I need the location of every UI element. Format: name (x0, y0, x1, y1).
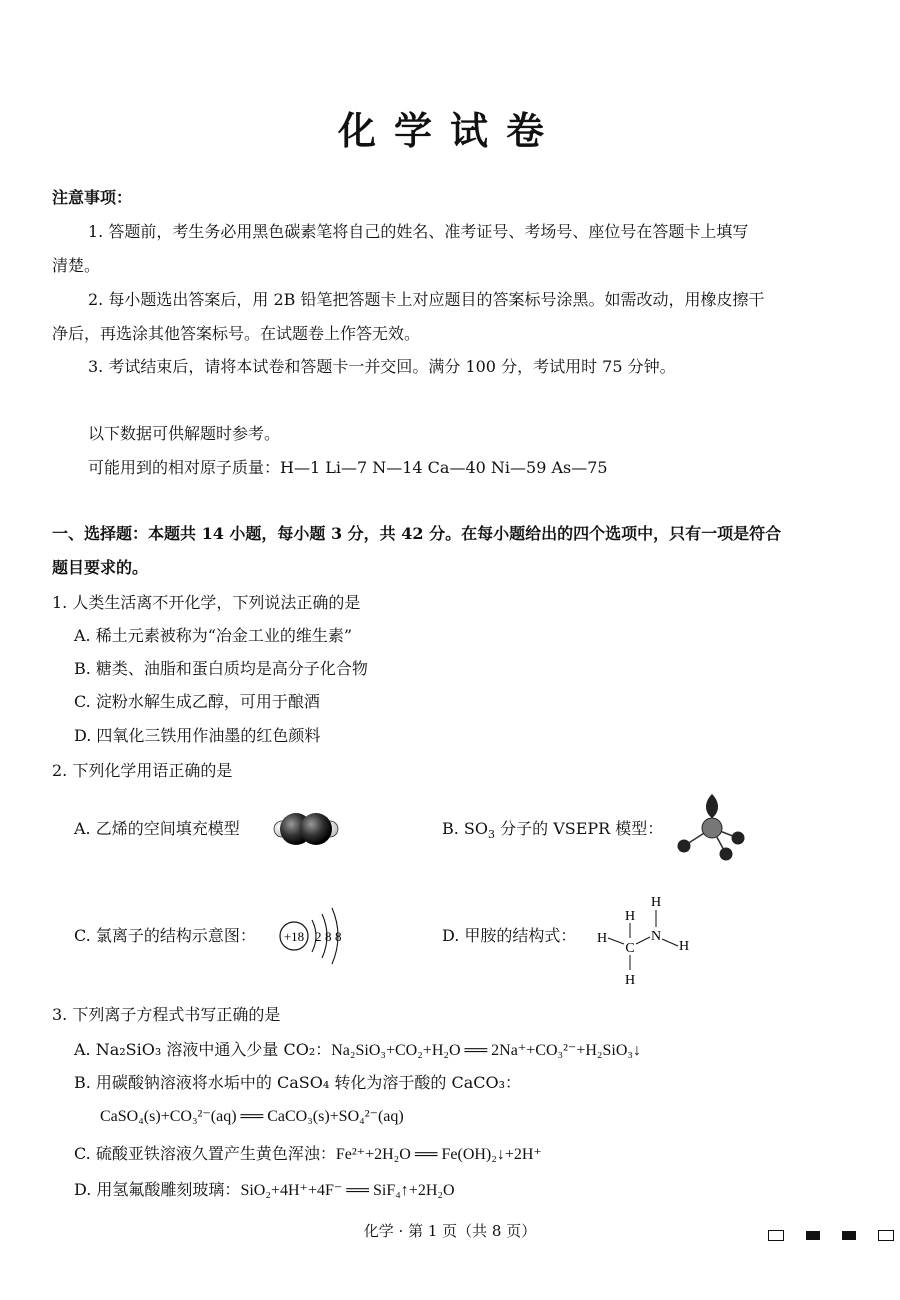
scan-mark-outline-icon (768, 1230, 784, 1241)
svg-text:H: H (596, 931, 608, 946)
svg-text:H: H (624, 973, 636, 988)
page-title: 化学试卷 (337, 108, 562, 153)
q3-option-c-label: C. 硫酸亚铁溶液久置产生黄色浑浊： (74, 1144, 336, 1163)
svg-text:H: H (678, 939, 690, 954)
q2-stem: 2. 下列化学用语正确的是 (52, 761, 233, 780)
methylamine-structure-icon (590, 892, 700, 988)
q3-option-d-equation: SiO₂+4H⁺+4F⁻ ══ SiF₄↑+2H₂O (240, 1182, 455, 1199)
scan-mark-filled-icon (806, 1231, 820, 1240)
scan-mark-filled-icon (842, 1231, 856, 1240)
q3-option-a-label: A. Na₂SiO₃ 溶液中通入少量 CO₂： (74, 1040, 332, 1059)
notice-item-2a: 2. 每小题选出答案后，用 2B 铅笔把答题卡上对应题目的答案标号涂黑。如需改动，用橡皮擦干 (88, 290, 765, 309)
shell-3: 8 (335, 929, 342, 944)
nucleus-label: +18 (283, 929, 305, 944)
notice-heading: 注意事项： (52, 188, 133, 207)
svg-text:N: N (650, 929, 662, 944)
notice-item-1b: 清楚。 (52, 256, 101, 275)
q3-option-b: B. 用碳酸钠溶液将水垢中的 CaSO₄ 转化为溶于酸的 CaCO₃： (74, 1073, 522, 1092)
scan-marks (768, 1225, 894, 1244)
so3-vsepr-model-icon (668, 790, 752, 866)
q1-stem: 1. 人类生活离不开化学，下列说法正确的是 (52, 593, 361, 612)
section-1-heading: 一、选择题：本题共 14 小题，每小题 3 分，共 42 分。在每小题给出的四个选项中，只有一项是符合 (52, 524, 782, 543)
reference-line-1: 以下数据可供解题时参考。 (88, 424, 281, 443)
ethylene-space-filling-model-icon (268, 805, 344, 853)
shell-1: 2 (315, 929, 322, 944)
notice-item-1a: 1. 答题前，考生务必用黑色碳素笔将自己的姓名、准考证号、考场号、座位号在答题卡上填写 (88, 222, 749, 241)
q3-option-c-equation: Fe²⁺+2H₂O ══ Fe(OH)₂↓+2H⁺ (335, 1146, 542, 1163)
svg-text:H: H (650, 895, 662, 910)
svg-text:C: C (625, 941, 635, 956)
scan-mark-outline-icon (878, 1230, 894, 1241)
q3-option-a (74, 1040, 641, 1061)
notice-item-2b: 净后，再选涂其他答案标号。在试题卷上作答无效。 (52, 324, 421, 343)
q2-option-b: B. $SO_3$ 分子的 VSEPR 模型： (442, 819, 664, 842)
page-footer: 化学 · 第 1 页（共 8 页） (363, 1222, 537, 1240)
q2-option-c: C. 氯离子的结构示意图： (74, 926, 256, 945)
q3-option-a-equation: Na₂SiO₃+CO₂+H₂O ══ 2Na⁺+CO₃²⁻+H₂SiO₃↓ (331, 1042, 641, 1059)
q3-option-b-equation: CaSO₄(s)+CO₃²⁻(aq) ══ CaCO₃(s)+SO₄²⁻(aq) (100, 1108, 404, 1125)
section-1-heading-cont: 题目要求的。 (52, 558, 149, 577)
q1-option-b: B. 糖类、油脂和蛋白质均是高分子化合物 (74, 659, 368, 678)
notice-item-3: 3. 考试结束后，请将本试卷和答题卡一并交回。满分 100 分，考试用时 75 分钟。 (88, 357, 676, 376)
chloride-ion-structure-icon (276, 902, 356, 972)
q2-option-a: A. 乙烯的空间填充模型 (74, 819, 240, 838)
q3-option-d (74, 1180, 455, 1201)
q1-option-a: A. 稀土元素被称为“冶金工业的维生素” (74, 626, 353, 645)
atomic-masses: 可能用到的相对原子质量：H—1 Li—7 N—14 Ca—40 Ni—59 As—75 (88, 458, 608, 477)
q1-option-c: C. 淀粉水解生成乙醇，可用于酿酒 (74, 692, 320, 711)
q3-stem: 3. 下列离子方程式书写正确的是 (52, 1005, 281, 1024)
q1-option-d: D. 四氧化三铁用作油墨的红色颜料 (74, 726, 321, 745)
shell-2: 8 (325, 929, 332, 944)
svg-text:H: H (624, 909, 636, 924)
q3-option-c (74, 1144, 542, 1165)
q2-option-d: D. 甲胺的结构式： (442, 926, 577, 945)
q3-option-d-label: D. 用氢氟酸雕刻玻璃： (74, 1180, 241, 1199)
